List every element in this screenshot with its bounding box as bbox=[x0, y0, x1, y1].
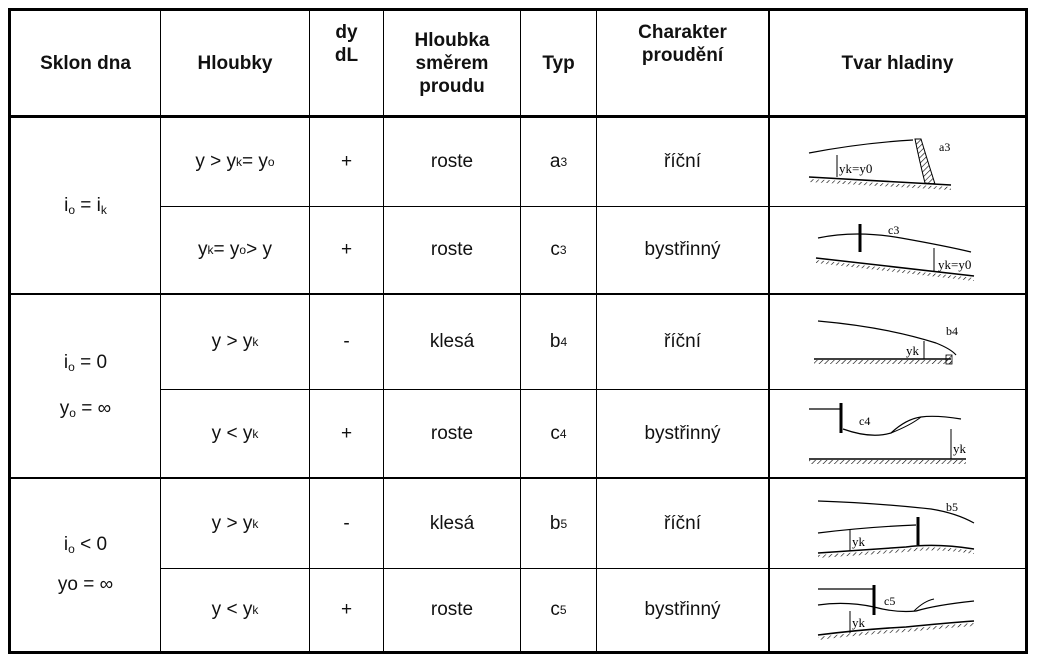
profile-sketch-c5 bbox=[806, 575, 981, 645]
profile-sketch-a3 bbox=[801, 129, 971, 199]
row-depths: y > y k = y o bbox=[195, 151, 275, 172]
header-flow-1: Charakter bbox=[638, 22, 727, 43]
row-direction: roste bbox=[430, 599, 474, 620]
row-depths: y > y k bbox=[211, 331, 259, 352]
header-depth-direction-3: proudu bbox=[419, 75, 485, 97]
header-dl: dL bbox=[334, 45, 359, 66]
header-flow bbox=[597, 11, 768, 115]
sketch-curve-label: a3 bbox=[939, 140, 951, 154]
header-depth-direction-2: směrem bbox=[415, 52, 489, 74]
row-depths: y < y k bbox=[211, 422, 259, 444]
row-direction: roste bbox=[430, 239, 474, 260]
row-type: c 4 bbox=[550, 422, 567, 444]
header-slope bbox=[11, 11, 160, 115]
row-type: a 3 bbox=[549, 151, 568, 172]
row-direction: roste bbox=[430, 151, 474, 172]
row-sign: + bbox=[340, 599, 353, 620]
header-depth-direction bbox=[384, 11, 520, 115]
row-direction: roste bbox=[430, 422, 474, 444]
header-shape bbox=[770, 11, 1025, 115]
header-depths bbox=[161, 11, 309, 115]
profile-sketch-b4 bbox=[806, 303, 976, 375]
row-flow: říční bbox=[664, 512, 701, 534]
sketch-depth-label: yk=y0 bbox=[839, 161, 873, 176]
sketch-depth-label: yk bbox=[852, 534, 865, 549]
header-dy: dy bbox=[335, 22, 358, 43]
sketch-curve-label: c3 bbox=[888, 223, 900, 237]
sketch-curve-label: b5 bbox=[946, 500, 958, 514]
row-flow: bystřinný bbox=[644, 422, 721, 444]
header-flow-2: proudění bbox=[641, 45, 724, 66]
header-shape-text: Tvar hladiny bbox=[841, 52, 954, 74]
profile-sketch-c4 bbox=[801, 395, 976, 470]
header-type bbox=[521, 11, 596, 115]
row-flow: říční bbox=[664, 331, 701, 352]
slope-formula: $i_o = i_k$ bbox=[64, 194, 107, 217]
row-sign: - bbox=[343, 331, 350, 352]
slope-formula: $i_o = 0$ bbox=[63, 352, 108, 374]
header-depth-direction-1: Hloubka bbox=[414, 29, 490, 51]
row-type: c 3 bbox=[550, 239, 567, 260]
slope-group-2 bbox=[11, 295, 160, 477]
row-sign: - bbox=[343, 512, 350, 534]
row-depths: y < y k bbox=[211, 599, 259, 620]
sketch-curve-label: b4 bbox=[946, 324, 958, 338]
row-flow: říční bbox=[664, 151, 701, 172]
sketch-depth-label: yk=y0 bbox=[938, 257, 972, 272]
row-depths: y > y k bbox=[211, 512, 259, 534]
profile-sketch-b5 bbox=[806, 489, 981, 561]
hydraulics-table bbox=[8, 8, 1028, 654]
row-depths: y k = y o > y bbox=[198, 239, 272, 260]
normal-depth-formula: yo = ∞ bbox=[57, 574, 114, 595]
profile-sketch-c3 bbox=[806, 216, 976, 286]
sketch-depth-label: yk bbox=[906, 343, 919, 358]
row-type: b 4 bbox=[549, 331, 568, 352]
row-type: c 5 bbox=[550, 599, 567, 620]
normal-depth-formula: $y_o$ = ∞ bbox=[59, 398, 112, 420]
sketch-depth-label: yk bbox=[852, 615, 865, 630]
sketch-curve-label: c5 bbox=[884, 594, 896, 608]
slope-formula: $i_o < 0$ bbox=[63, 534, 108, 556]
header-depths-text: Hloubky bbox=[197, 52, 273, 74]
row-sign: + bbox=[340, 151, 353, 172]
slope-group-1 bbox=[11, 118, 160, 293]
slope-group-3 bbox=[11, 479, 160, 651]
row-direction: klesá bbox=[429, 512, 475, 534]
header-dydl bbox=[310, 11, 383, 115]
row-flow: bystřinný bbox=[644, 239, 721, 260]
sketch-depth-label: yk bbox=[953, 441, 966, 456]
row-direction: klesá bbox=[429, 331, 475, 352]
header-slope-text: Sklon dna bbox=[40, 52, 131, 74]
row-sign: + bbox=[340, 422, 353, 444]
row-flow: bystřinný bbox=[644, 599, 721, 620]
header-type-text: Typ bbox=[542, 52, 575, 74]
sketch-curve-label: c4 bbox=[859, 414, 871, 428]
row-sign: + bbox=[340, 239, 353, 260]
row-type: b 5 bbox=[549, 512, 568, 534]
